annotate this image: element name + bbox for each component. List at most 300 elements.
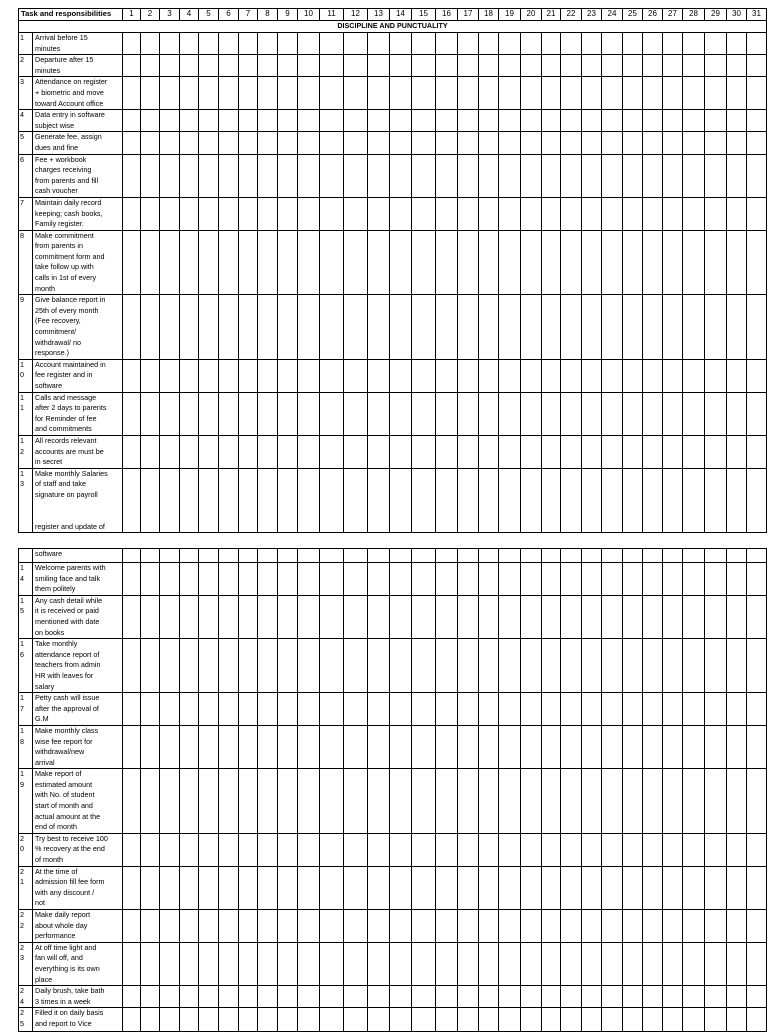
day-cell[interactable] bbox=[663, 1008, 683, 1032]
day-cell[interactable] bbox=[623, 132, 643, 154]
day-cell[interactable] bbox=[320, 549, 344, 563]
day-cell[interactable] bbox=[602, 549, 623, 563]
day-cell[interactable] bbox=[561, 866, 582, 909]
day-cell[interactable] bbox=[727, 33, 747, 55]
day-cell[interactable] bbox=[278, 833, 298, 866]
day-cell[interactable] bbox=[683, 1008, 705, 1032]
day-cell[interactable] bbox=[278, 230, 298, 295]
day-cell[interactable] bbox=[412, 833, 436, 866]
day-cell[interactable] bbox=[602, 295, 623, 360]
day-cell[interactable] bbox=[499, 359, 521, 392]
day-cell[interactable] bbox=[123, 910, 141, 943]
day-cell[interactable] bbox=[390, 230, 412, 295]
day-cell[interactable] bbox=[199, 833, 219, 866]
day-cell[interactable] bbox=[458, 295, 479, 360]
day-cell[interactable] bbox=[542, 230, 561, 295]
day-cell[interactable] bbox=[160, 910, 180, 943]
day-cell[interactable] bbox=[479, 392, 499, 435]
day-cell[interactable] bbox=[643, 563, 663, 596]
day-cell[interactable] bbox=[582, 725, 602, 768]
day-cell[interactable] bbox=[727, 595, 747, 638]
day-cell[interactable] bbox=[499, 468, 521, 533]
day-cell[interactable] bbox=[683, 693, 705, 726]
day-cell[interactable] bbox=[123, 230, 141, 295]
day-cell[interactable] bbox=[278, 55, 298, 77]
day-cell[interactable] bbox=[390, 693, 412, 726]
day-cell[interactable] bbox=[542, 468, 561, 533]
day-cell[interactable] bbox=[412, 549, 436, 563]
day-cell[interactable] bbox=[219, 693, 239, 726]
day-cell[interactable] bbox=[180, 693, 199, 726]
day-cell[interactable] bbox=[239, 435, 258, 468]
day-cell[interactable] bbox=[298, 392, 320, 435]
day-cell[interactable] bbox=[141, 725, 160, 768]
day-cell[interactable] bbox=[663, 693, 683, 726]
day-cell[interactable] bbox=[344, 295, 368, 360]
day-cell[interactable] bbox=[199, 33, 219, 55]
day-cell[interactable] bbox=[123, 154, 141, 197]
day-cell[interactable] bbox=[219, 549, 239, 563]
day-cell[interactable] bbox=[623, 942, 643, 985]
day-cell[interactable] bbox=[436, 639, 458, 693]
day-cell[interactable] bbox=[412, 110, 436, 132]
day-cell[interactable] bbox=[412, 359, 436, 392]
day-cell[interactable] bbox=[727, 230, 747, 295]
day-cell[interactable] bbox=[199, 154, 219, 197]
day-cell[interactable] bbox=[436, 986, 458, 1008]
day-cell[interactable] bbox=[663, 549, 683, 563]
day-cell[interactable] bbox=[582, 110, 602, 132]
day-cell[interactable] bbox=[499, 549, 521, 563]
day-cell[interactable] bbox=[390, 563, 412, 596]
day-cell[interactable] bbox=[298, 230, 320, 295]
day-cell[interactable] bbox=[123, 725, 141, 768]
day-cell[interactable] bbox=[298, 33, 320, 55]
day-cell[interactable] bbox=[344, 549, 368, 563]
day-cell[interactable] bbox=[278, 639, 298, 693]
day-cell[interactable] bbox=[643, 693, 663, 726]
day-cell[interactable] bbox=[521, 468, 542, 533]
day-cell[interactable] bbox=[582, 563, 602, 596]
day-cell[interactable] bbox=[542, 33, 561, 55]
day-cell[interactable] bbox=[258, 359, 278, 392]
day-cell[interactable] bbox=[180, 986, 199, 1008]
day-cell[interactable] bbox=[368, 942, 390, 985]
day-cell[interactable] bbox=[479, 33, 499, 55]
day-cell[interactable] bbox=[643, 866, 663, 909]
day-cell[interactable] bbox=[180, 563, 199, 596]
day-cell[interactable] bbox=[123, 866, 141, 909]
day-cell[interactable] bbox=[412, 986, 436, 1008]
day-cell[interactable] bbox=[436, 910, 458, 943]
day-cell[interactable] bbox=[458, 769, 479, 834]
day-cell[interactable] bbox=[458, 197, 479, 230]
day-cell[interactable] bbox=[436, 942, 458, 985]
day-cell[interactable] bbox=[727, 359, 747, 392]
day-cell[interactable] bbox=[727, 154, 747, 197]
day-cell[interactable] bbox=[602, 468, 623, 533]
day-cell[interactable] bbox=[747, 595, 767, 638]
day-cell[interactable] bbox=[705, 468, 727, 533]
day-cell[interactable] bbox=[542, 866, 561, 909]
day-cell[interactable] bbox=[436, 563, 458, 596]
day-cell[interactable] bbox=[542, 549, 561, 563]
day-cell[interactable] bbox=[542, 769, 561, 834]
day-cell[interactable] bbox=[180, 1008, 199, 1032]
day-cell[interactable] bbox=[239, 595, 258, 638]
day-cell[interactable] bbox=[705, 833, 727, 866]
day-cell[interactable] bbox=[412, 392, 436, 435]
day-cell[interactable] bbox=[582, 77, 602, 110]
day-cell[interactable] bbox=[458, 866, 479, 909]
day-cell[interactable] bbox=[623, 295, 643, 360]
day-cell[interactable] bbox=[602, 230, 623, 295]
day-cell[interactable] bbox=[390, 942, 412, 985]
day-cell[interactable] bbox=[542, 154, 561, 197]
day-cell[interactable] bbox=[479, 639, 499, 693]
day-cell[interactable] bbox=[747, 833, 767, 866]
day-cell[interactable] bbox=[160, 693, 180, 726]
day-cell[interactable] bbox=[521, 866, 542, 909]
day-cell[interactable] bbox=[643, 110, 663, 132]
day-cell[interactable] bbox=[199, 725, 219, 768]
day-cell[interactable] bbox=[542, 1008, 561, 1032]
day-cell[interactable] bbox=[239, 295, 258, 360]
day-cell[interactable] bbox=[458, 77, 479, 110]
day-cell[interactable] bbox=[368, 986, 390, 1008]
day-cell[interactable] bbox=[160, 563, 180, 596]
day-cell[interactable] bbox=[479, 230, 499, 295]
day-cell[interactable] bbox=[278, 392, 298, 435]
day-cell[interactable] bbox=[368, 77, 390, 110]
day-cell[interactable] bbox=[663, 468, 683, 533]
day-cell[interactable] bbox=[258, 468, 278, 533]
day-cell[interactable] bbox=[298, 1008, 320, 1032]
day-cell[interactable] bbox=[344, 833, 368, 866]
day-cell[interactable] bbox=[458, 359, 479, 392]
day-cell[interactable] bbox=[458, 986, 479, 1008]
day-cell[interactable] bbox=[278, 942, 298, 985]
day-cell[interactable] bbox=[499, 769, 521, 834]
day-cell[interactable] bbox=[141, 468, 160, 533]
day-cell[interactable] bbox=[320, 833, 344, 866]
day-cell[interactable] bbox=[412, 693, 436, 726]
day-cell[interactable] bbox=[368, 110, 390, 132]
day-cell[interactable] bbox=[602, 639, 623, 693]
day-cell[interactable] bbox=[258, 132, 278, 154]
day-cell[interactable] bbox=[123, 1008, 141, 1032]
day-cell[interactable] bbox=[412, 725, 436, 768]
day-cell[interactable] bbox=[521, 639, 542, 693]
day-cell[interactable] bbox=[561, 55, 582, 77]
day-cell[interactable] bbox=[239, 833, 258, 866]
day-cell[interactable] bbox=[542, 639, 561, 693]
day-cell[interactable] bbox=[160, 435, 180, 468]
day-cell[interactable] bbox=[727, 639, 747, 693]
day-cell[interactable] bbox=[199, 55, 219, 77]
day-cell[interactable] bbox=[683, 295, 705, 360]
day-cell[interactable] bbox=[458, 468, 479, 533]
day-cell[interactable] bbox=[239, 549, 258, 563]
day-cell[interactable] bbox=[683, 910, 705, 943]
day-cell[interactable] bbox=[623, 595, 643, 638]
day-cell[interactable] bbox=[561, 132, 582, 154]
day-cell[interactable] bbox=[458, 154, 479, 197]
day-cell[interactable] bbox=[683, 77, 705, 110]
day-cell[interactable] bbox=[479, 549, 499, 563]
day-cell[interactable] bbox=[561, 77, 582, 110]
day-cell[interactable] bbox=[521, 986, 542, 1008]
day-cell[interactable] bbox=[160, 33, 180, 55]
day-cell[interactable] bbox=[561, 435, 582, 468]
day-cell[interactable] bbox=[602, 1008, 623, 1032]
day-cell[interactable] bbox=[160, 468, 180, 533]
day-cell[interactable] bbox=[390, 639, 412, 693]
day-cell[interactable] bbox=[390, 549, 412, 563]
day-cell[interactable] bbox=[160, 154, 180, 197]
day-cell[interactable] bbox=[219, 392, 239, 435]
day-cell[interactable] bbox=[582, 55, 602, 77]
day-cell[interactable] bbox=[747, 1008, 767, 1032]
day-cell[interactable] bbox=[623, 435, 643, 468]
day-cell[interactable] bbox=[542, 942, 561, 985]
day-cell[interactable] bbox=[160, 197, 180, 230]
day-cell[interactable] bbox=[521, 55, 542, 77]
day-cell[interactable] bbox=[643, 295, 663, 360]
day-cell[interactable] bbox=[663, 866, 683, 909]
day-cell[interactable] bbox=[141, 942, 160, 985]
day-cell[interactable] bbox=[199, 986, 219, 1008]
day-cell[interactable] bbox=[602, 910, 623, 943]
day-cell[interactable] bbox=[298, 77, 320, 110]
day-cell[interactable] bbox=[123, 986, 141, 1008]
day-cell[interactable] bbox=[123, 295, 141, 360]
day-cell[interactable] bbox=[320, 55, 344, 77]
day-cell[interactable] bbox=[320, 769, 344, 834]
day-cell[interactable] bbox=[320, 866, 344, 909]
day-cell[interactable] bbox=[436, 77, 458, 110]
day-cell[interactable] bbox=[278, 77, 298, 110]
day-cell[interactable] bbox=[727, 986, 747, 1008]
day-cell[interactable] bbox=[705, 910, 727, 943]
day-cell[interactable] bbox=[320, 693, 344, 726]
day-cell[interactable] bbox=[199, 230, 219, 295]
day-cell[interactable] bbox=[199, 693, 219, 726]
day-cell[interactable] bbox=[320, 132, 344, 154]
day-cell[interactable] bbox=[368, 132, 390, 154]
day-cell[interactable] bbox=[412, 910, 436, 943]
day-cell[interactable] bbox=[561, 833, 582, 866]
day-cell[interactable] bbox=[298, 986, 320, 1008]
day-cell[interactable] bbox=[683, 866, 705, 909]
day-cell[interactable] bbox=[258, 942, 278, 985]
day-cell[interactable] bbox=[141, 866, 160, 909]
day-cell[interactable] bbox=[160, 230, 180, 295]
day-cell[interactable] bbox=[479, 55, 499, 77]
day-cell[interactable] bbox=[705, 392, 727, 435]
day-cell[interactable] bbox=[219, 595, 239, 638]
day-cell[interactable] bbox=[582, 639, 602, 693]
day-cell[interactable] bbox=[344, 769, 368, 834]
day-cell[interactable] bbox=[561, 468, 582, 533]
day-cell[interactable] bbox=[412, 866, 436, 909]
day-cell[interactable] bbox=[623, 866, 643, 909]
day-cell[interactable] bbox=[320, 639, 344, 693]
day-cell[interactable] bbox=[623, 230, 643, 295]
day-cell[interactable] bbox=[219, 639, 239, 693]
day-cell[interactable] bbox=[368, 33, 390, 55]
day-cell[interactable] bbox=[623, 33, 643, 55]
day-cell[interactable] bbox=[199, 563, 219, 596]
day-cell[interactable] bbox=[219, 769, 239, 834]
day-cell[interactable] bbox=[542, 986, 561, 1008]
day-cell[interactable] bbox=[390, 769, 412, 834]
day-cell[interactable] bbox=[239, 1008, 258, 1032]
day-cell[interactable] bbox=[390, 197, 412, 230]
day-cell[interactable] bbox=[705, 110, 727, 132]
day-cell[interactable] bbox=[390, 1008, 412, 1032]
day-cell[interactable] bbox=[258, 77, 278, 110]
day-cell[interactable] bbox=[412, 55, 436, 77]
day-cell[interactable] bbox=[344, 595, 368, 638]
day-cell[interactable] bbox=[390, 595, 412, 638]
day-cell[interactable] bbox=[344, 693, 368, 726]
day-cell[interactable] bbox=[412, 639, 436, 693]
day-cell[interactable] bbox=[747, 295, 767, 360]
day-cell[interactable] bbox=[298, 154, 320, 197]
day-cell[interactable] bbox=[683, 595, 705, 638]
day-cell[interactable] bbox=[643, 769, 663, 834]
day-cell[interactable] bbox=[705, 639, 727, 693]
day-cell[interactable] bbox=[278, 693, 298, 726]
day-cell[interactable] bbox=[298, 110, 320, 132]
day-cell[interactable] bbox=[320, 435, 344, 468]
day-cell[interactable] bbox=[727, 725, 747, 768]
day-cell[interactable] bbox=[499, 132, 521, 154]
day-cell[interactable] bbox=[199, 392, 219, 435]
day-cell[interactable] bbox=[320, 986, 344, 1008]
day-cell[interactable] bbox=[436, 33, 458, 55]
day-cell[interactable] bbox=[602, 595, 623, 638]
day-cell[interactable] bbox=[239, 197, 258, 230]
day-cell[interactable] bbox=[160, 110, 180, 132]
day-cell[interactable] bbox=[623, 110, 643, 132]
day-cell[interactable] bbox=[542, 435, 561, 468]
day-cell[interactable] bbox=[390, 833, 412, 866]
day-cell[interactable] bbox=[521, 725, 542, 768]
day-cell[interactable] bbox=[727, 910, 747, 943]
day-cell[interactable] bbox=[542, 725, 561, 768]
day-cell[interactable] bbox=[705, 725, 727, 768]
day-cell[interactable] bbox=[239, 910, 258, 943]
day-cell[interactable] bbox=[160, 725, 180, 768]
day-cell[interactable] bbox=[458, 910, 479, 943]
day-cell[interactable] bbox=[683, 110, 705, 132]
day-cell[interactable] bbox=[344, 639, 368, 693]
day-cell[interactable] bbox=[412, 230, 436, 295]
day-cell[interactable] bbox=[390, 132, 412, 154]
day-cell[interactable] bbox=[727, 392, 747, 435]
day-cell[interactable] bbox=[663, 435, 683, 468]
day-cell[interactable] bbox=[663, 55, 683, 77]
day-cell[interactable] bbox=[123, 392, 141, 435]
day-cell[interactable] bbox=[602, 693, 623, 726]
day-cell[interactable] bbox=[368, 468, 390, 533]
day-cell[interactable] bbox=[278, 359, 298, 392]
day-cell[interactable] bbox=[298, 468, 320, 533]
day-cell[interactable] bbox=[258, 435, 278, 468]
day-cell[interactable] bbox=[219, 110, 239, 132]
day-cell[interactable] bbox=[239, 563, 258, 596]
day-cell[interactable] bbox=[368, 359, 390, 392]
day-cell[interactable] bbox=[683, 33, 705, 55]
day-cell[interactable] bbox=[160, 639, 180, 693]
day-cell[interactable] bbox=[705, 197, 727, 230]
day-cell[interactable] bbox=[561, 769, 582, 834]
day-cell[interactable] bbox=[199, 942, 219, 985]
day-cell[interactable] bbox=[320, 942, 344, 985]
day-cell[interactable] bbox=[123, 110, 141, 132]
day-cell[interactable] bbox=[123, 33, 141, 55]
day-cell[interactable] bbox=[582, 392, 602, 435]
day-cell[interactable] bbox=[298, 725, 320, 768]
day-cell[interactable] bbox=[239, 77, 258, 110]
day-cell[interactable] bbox=[199, 866, 219, 909]
day-cell[interactable] bbox=[643, 910, 663, 943]
day-cell[interactable] bbox=[436, 595, 458, 638]
day-cell[interactable] bbox=[747, 392, 767, 435]
day-cell[interactable] bbox=[344, 154, 368, 197]
day-cell[interactable] bbox=[683, 639, 705, 693]
day-cell[interactable] bbox=[479, 769, 499, 834]
day-cell[interactable] bbox=[561, 563, 582, 596]
day-cell[interactable] bbox=[368, 154, 390, 197]
day-cell[interactable] bbox=[623, 55, 643, 77]
day-cell[interactable] bbox=[705, 132, 727, 154]
day-cell[interactable] bbox=[683, 197, 705, 230]
day-cell[interactable] bbox=[542, 392, 561, 435]
day-cell[interactable] bbox=[561, 154, 582, 197]
day-cell[interactable] bbox=[727, 435, 747, 468]
day-cell[interactable] bbox=[542, 595, 561, 638]
day-cell[interactable] bbox=[219, 197, 239, 230]
day-cell[interactable] bbox=[344, 725, 368, 768]
day-cell[interactable] bbox=[683, 769, 705, 834]
day-cell[interactable] bbox=[436, 55, 458, 77]
day-cell[interactable] bbox=[180, 833, 199, 866]
day-cell[interactable] bbox=[747, 132, 767, 154]
day-cell[interactable] bbox=[683, 986, 705, 1008]
day-cell[interactable] bbox=[458, 33, 479, 55]
day-cell[interactable] bbox=[582, 230, 602, 295]
day-cell[interactable] bbox=[727, 197, 747, 230]
day-cell[interactable] bbox=[436, 295, 458, 360]
day-cell[interactable] bbox=[643, 359, 663, 392]
day-cell[interactable] bbox=[499, 986, 521, 1008]
day-cell[interactable] bbox=[561, 33, 582, 55]
day-cell[interactable] bbox=[458, 132, 479, 154]
day-cell[interactable] bbox=[141, 392, 160, 435]
day-cell[interactable] bbox=[458, 110, 479, 132]
day-cell[interactable] bbox=[199, 435, 219, 468]
day-cell[interactable] bbox=[479, 910, 499, 943]
day-cell[interactable] bbox=[436, 435, 458, 468]
day-cell[interactable] bbox=[521, 132, 542, 154]
day-cell[interactable] bbox=[239, 986, 258, 1008]
day-cell[interactable] bbox=[258, 1008, 278, 1032]
day-cell[interactable] bbox=[436, 866, 458, 909]
day-cell[interactable] bbox=[727, 77, 747, 110]
